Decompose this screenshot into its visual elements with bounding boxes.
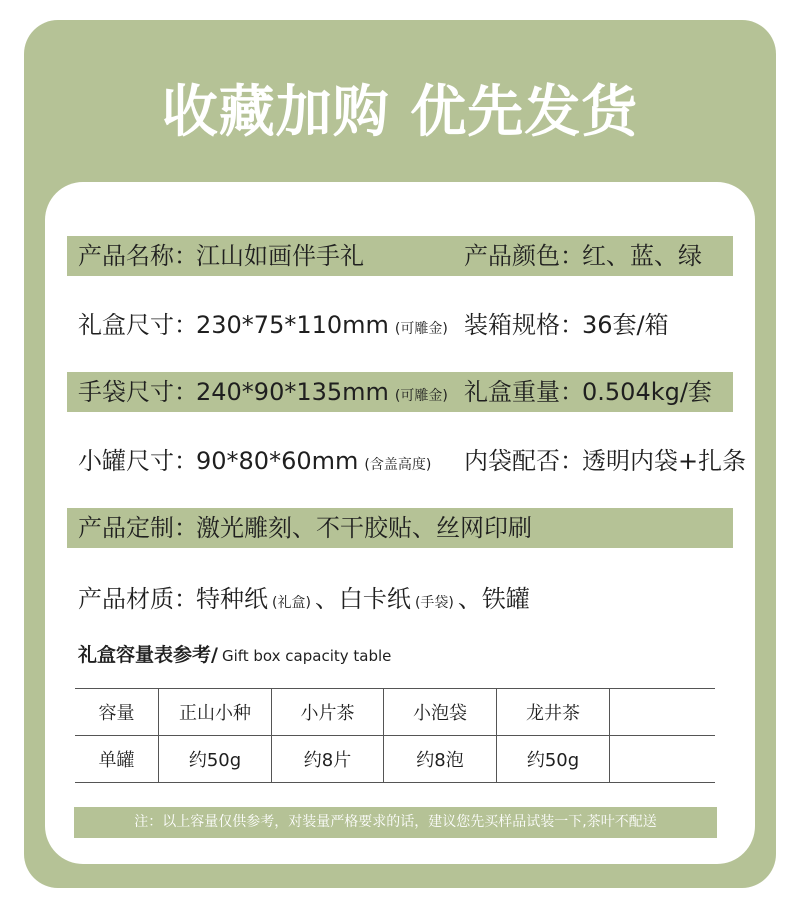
giftbox-size-label: 礼盒尺寸： (78, 311, 198, 339)
packing-spec-value: 36套/箱 (582, 311, 669, 339)
bag-size-value: 240*90*135mm (可雕金) (196, 378, 448, 406)
bag-size-label: 手袋尺寸： (78, 378, 198, 406)
can-size-note: (含盖高度) (364, 457, 432, 473)
material-value: 特种纸 (礼盒) 、白卡纸 (手袋) 、铁罐 (196, 585, 530, 613)
packing-spec-label: 装箱规格： (464, 311, 584, 339)
customization-label: 产品定制： (78, 514, 198, 542)
table-cell (610, 736, 716, 783)
footnote-banner: 注：以上容量仅供参考，对装量严格要求的话，建议您先买样品试装一下,茶叶不配送 (74, 807, 717, 838)
giftbox-weight-label: 礼盒重量： (464, 378, 584, 406)
table-cell: 单罐 (75, 736, 159, 783)
table-cell: 小泡袋 (384, 689, 497, 736)
product-color-label: 产品颜色： (464, 242, 584, 270)
table-cell: 约8泡 (384, 736, 497, 783)
giftbox-size-note: (可雕金) (394, 321, 448, 337)
giftbox-size-value: 230*75*110mm (可雕金) (196, 311, 448, 339)
giftbox-weight-value: 0.504kg/套 (582, 378, 712, 406)
can-size-label: 小罐尺寸： (78, 447, 198, 475)
table-cell: 小片茶 (272, 689, 384, 736)
table-cell: 约8片 (272, 736, 384, 783)
capacity-table-title: 礼盒容量表参考/ Gift box capacity table (78, 644, 392, 666)
inner-bag-label: 内袋配否： (464, 447, 584, 475)
table-header-row (75, 689, 715, 736)
table-cell: 容量 (75, 689, 159, 736)
product-name-value: 江山如画伴手礼 (196, 242, 364, 270)
product-color-value: 红、蓝、绿 (582, 242, 702, 270)
table-cell: 约50g (497, 736, 610, 783)
table-row (75, 736, 715, 783)
bag-size-note: (可雕金) (394, 388, 448, 404)
table-cell (610, 689, 716, 736)
capacity-table (75, 688, 715, 783)
table-cell: 正山小种 (159, 689, 272, 736)
product-name-label: 产品名称： (78, 242, 198, 270)
table-cell: 约50g (159, 736, 272, 783)
page-headline: 收藏加购 优先发货 (161, 80, 639, 145)
material-label: 产品材质： (78, 585, 198, 613)
table-cell: 龙井茶 (497, 689, 610, 736)
can-size-value: 90*80*60mm (含盖高度) (196, 447, 432, 475)
inner-bag-value: 透明内袋+扎条 (582, 447, 747, 475)
customization-value: 激光雕刻、不干胶贴、丝网印刷 (196, 514, 532, 542)
